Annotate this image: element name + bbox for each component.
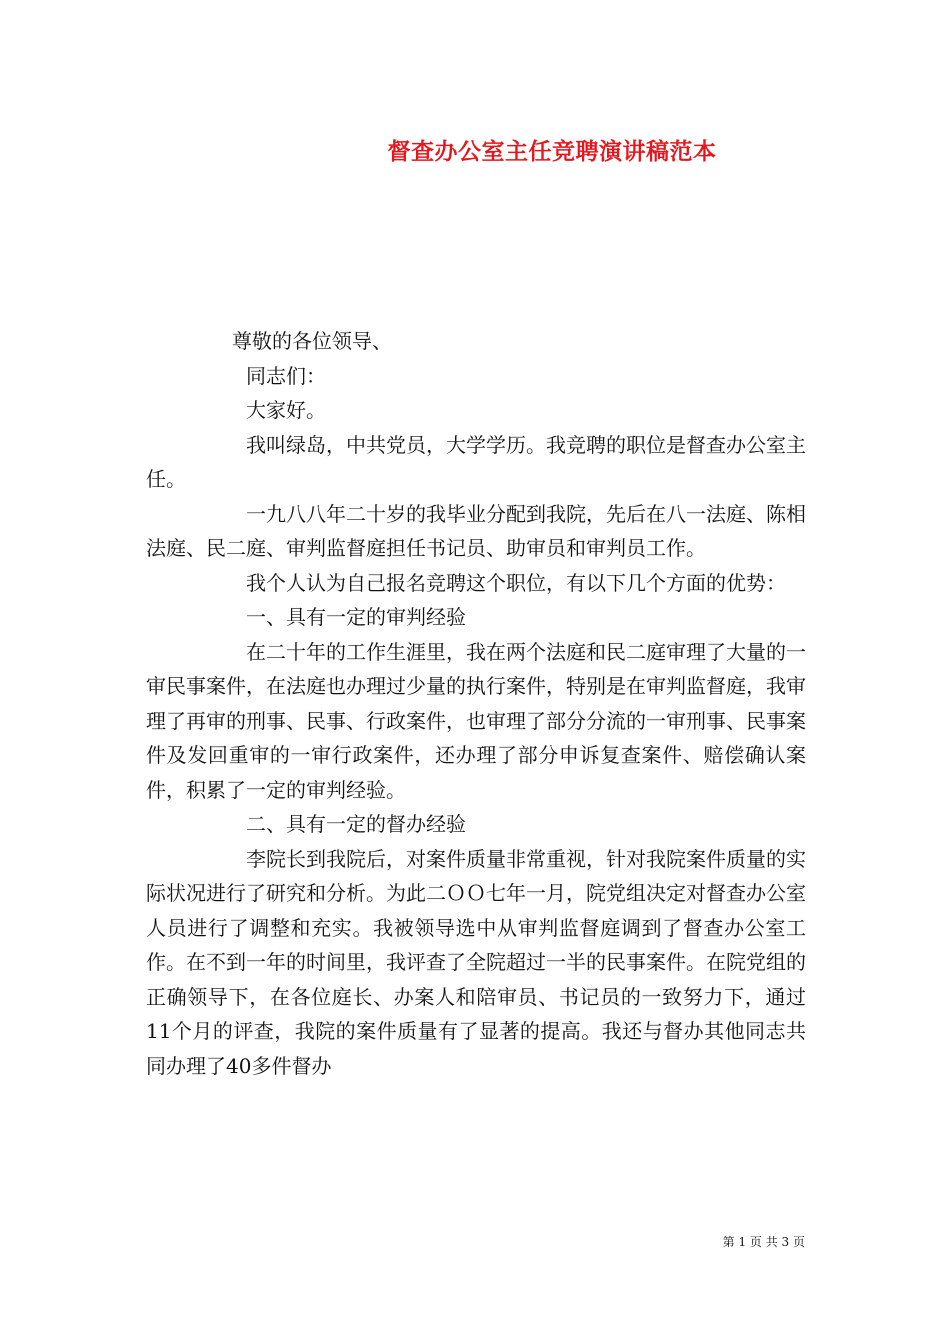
paragraph: 李院长到我院后，对案件质量非常重视，针对我院案件质量的实际状况进行了研究和分析。为此二ＯＯ七年一月，院党组决定对督查办公室人员进行了调整和充实。我被领导选中从审判监督庭调到了督查办公室工作。在不到一年的时间里，我评查了全院超过一半的民事案件。在院党组的正确领导下，在各位庭长、办案人和陪审员、书记员的一致努力下，通过11个月的评查，我院的案件质量有了显著的提高。我还与督办其他同志共同办理了40多件督办 xyxy=(146,846,806,1078)
section-heading: 一、具有一定的审判经验 xyxy=(246,605,466,629)
paragraph: 同志们： xyxy=(246,363,326,388)
document-body xyxy=(146,324,806,1083)
paragraph: 我个人认为自己报名竞聘这个职位，有以下几个方面的优势： xyxy=(246,570,786,595)
paragraph: 大家好。 xyxy=(246,398,326,422)
page-footer: 第 1 页 共 3 页 xyxy=(722,1235,805,1249)
paragraph: 我叫绿岛，中共党员，大学学历。我竞聘的职位是督查办公室主任。 xyxy=(146,432,806,491)
section-heading: 二、具有一定的督办经验 xyxy=(246,812,466,836)
document-title: 督查办公室主任竞聘演讲稿范本 xyxy=(387,138,717,165)
paragraph: 在二十年的工作生涯里，我在两个法庭和民二庭审理了大量的一审民事案件，在法庭也办理过少量的执行案件，特别是在审判监督庭，我审理了再审的刑事、民事、行政案件，也审理了部分分流的一审刑事、民事案件及发回重审的一审行政案件，还办理了部分申诉复查案件、赔偿确认案件，积累了一定的审判经验。 xyxy=(146,639,806,802)
salutation: 尊敬的各位领导、 xyxy=(232,329,392,353)
paragraph: 一九八八年二十岁的我毕业分配到我院，先后在八一法庭、陈相法庭、民二庭、审判监督庭担任书记员、助审员和审判员工作。 xyxy=(146,501,806,560)
